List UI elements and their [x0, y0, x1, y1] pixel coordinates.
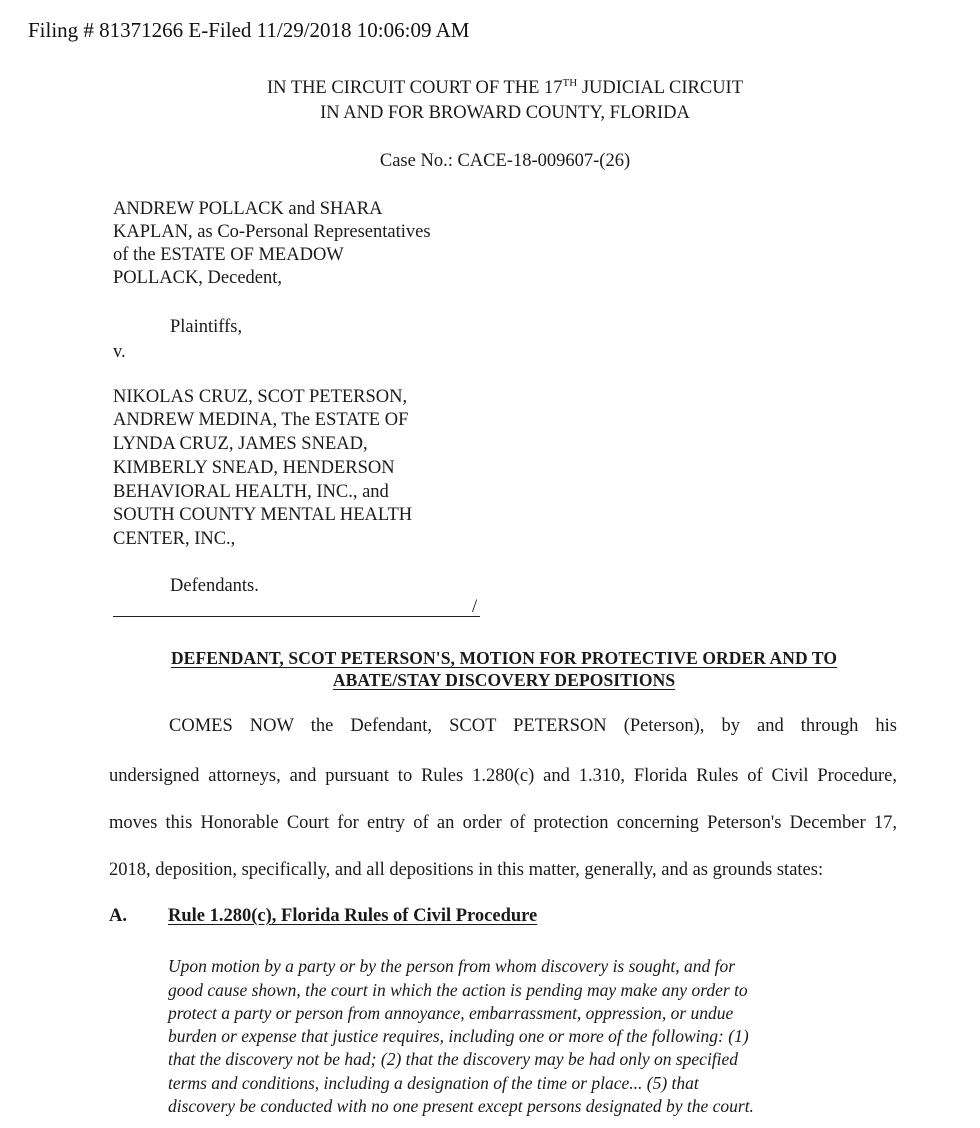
defendants-line: KIMBERLY SNEAD, HENDERSON	[113, 458, 395, 478]
motion-title-line2: ABATE/STAY DISCOVERY DEPOSITIONS	[332, 670, 676, 690]
defendants-line: BEHAVIORAL HEALTH, INC., and	[113, 482, 389, 502]
quote-line: protect a party or person from annoyance, embarrassment, oppression, or undue	[168, 1003, 734, 1023]
plaintiffs-line: ANDREW POLLACK and SHARA	[113, 199, 383, 219]
quote-line: burden or expense that justice requires, including one or more of the following: (1)	[168, 1026, 749, 1046]
body-line: moves this Honorable Court for entry of an order of protection concerning Peterson's December 17,	[109, 813, 897, 833]
caption-underline	[113, 616, 480, 617]
defendants-line: ANDREW MEDINA, The ESTATE OF	[113, 410, 409, 430]
defendants-line: LYNDA CRUZ, JAMES SNEAD,	[113, 434, 368, 454]
filing-stamp: Filing # 81371266 E-Filed 11/29/2018 10:06:09 AM	[28, 18, 470, 42]
plaintiffs-line: of the ESTATE OF MEADOW	[113, 245, 344, 265]
defendants-line: CENTER, INC.,	[113, 529, 236, 549]
defendants-label: Defendants.	[170, 576, 259, 596]
section-letter: A.	[109, 906, 127, 926]
quote-line: terms and conditions, including a designation of the time or place... (5) that	[168, 1073, 699, 1093]
section-title: Rule 1.280(c), Florida Rules of Civil Procedure	[168, 906, 538, 926]
body-line: 2018, deposition, specifically, and all depositions in this matter, generally, and as grounds states:	[109, 860, 824, 880]
court-name-line2: IN AND FOR BROWARD COUNTY, FLORIDA	[320, 103, 690, 123]
quote-line: good cause shown, the court in which the action is pending may make any order to	[168, 980, 748, 1000]
plaintiffs-label: Plaintiffs,	[170, 317, 243, 337]
motion-title-line1: DEFENDANT, SCOT PETERSON'S, MOTION FOR PROTECTIVE ORDER AND TO	[170, 648, 838, 668]
body-line: COMES NOW the Defendant, SCOT PETERSON (Peterson), by and through his	[169, 716, 897, 736]
caption-slash: /	[472, 597, 478, 617]
versus: v.	[113, 342, 126, 362]
case-number: Case No.: CACE-18-009607-(26)	[379, 151, 631, 171]
quote-line: that the discovery not be had; (2) that the discovery may be had only on specified	[168, 1049, 739, 1069]
defendants-line: NIKOLAS CRUZ, SCOT PETERSON,	[113, 387, 408, 407]
body-line: undersigned attorneys, and pursuant to Rules 1.280(c) and 1.310, Florida Rules of Civil Procedure,	[109, 766, 897, 786]
plaintiffs-line: POLLACK, Decedent,	[113, 268, 283, 288]
quote-line: discovery be conducted with no one present except persons designated by the court.	[168, 1096, 754, 1116]
defendants-line: SOUTH COUNTY MENTAL HEALTH	[113, 505, 413, 525]
quote-line: Upon motion by a party or by the person from whom discovery is sought, and for	[168, 956, 736, 976]
plaintiffs-line: KAPLAN, as Co-Personal Representatives	[113, 222, 431, 242]
court-name-line1: IN THE CIRCUIT COURT OF THE 17TH JUDICIAL CIRCUIT	[266, 76, 744, 98]
